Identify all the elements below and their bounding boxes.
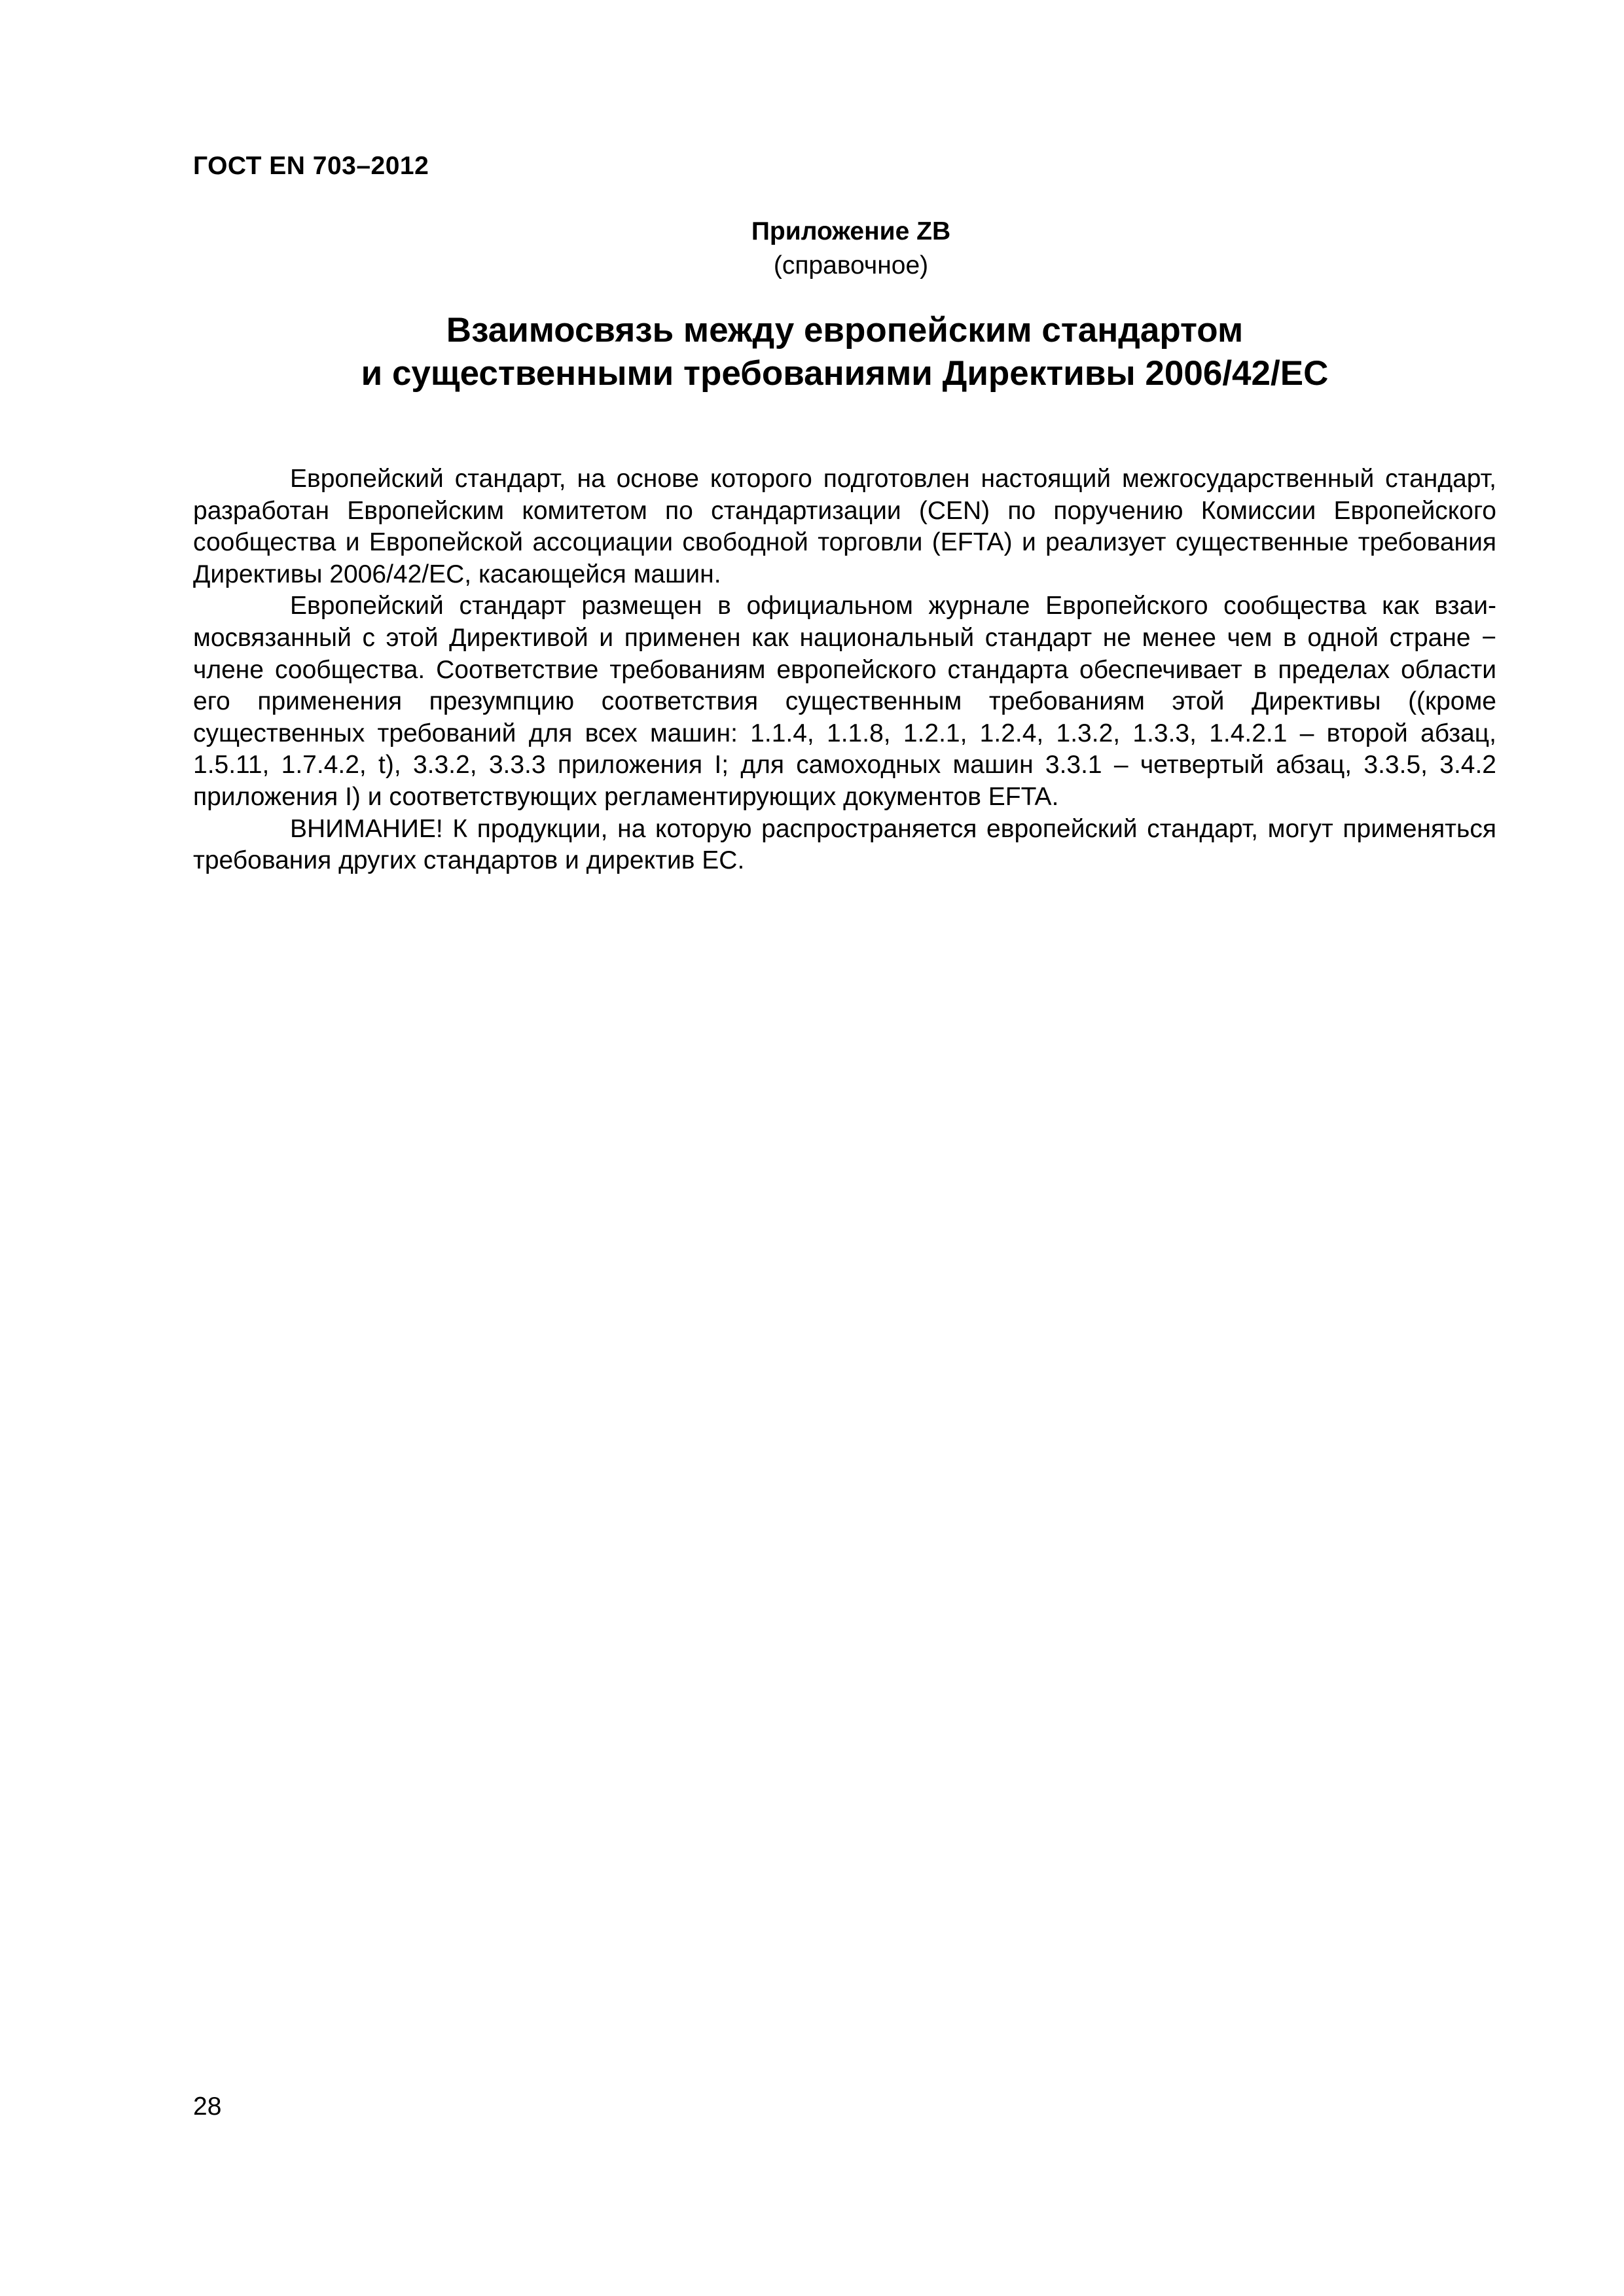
annex-type: (справочное)	[773, 251, 929, 279]
main-title-line-1: Взаимосвязь между европейским стандартом	[446, 311, 1244, 350]
page-number: 28	[193, 2092, 222, 2121]
document-code: ГОСТ EN 703–2012	[193, 152, 429, 180]
body-text	[193, 463, 1496, 877]
annex-heading	[668, 215, 1034, 283]
main-title	[193, 309, 1496, 395]
paragraph-warning: ВНИМАНИЕ! К продукции, на которую распространяется европейский стандарт, могут применяться требования других стандартов и директив ЕС.	[193, 814, 1496, 875]
paragraph-presumption: Европейский стандарт размещен в официальном журнале Европейского сообщества как взаимосвязанный с этой Директивой и применен как национальный стандарт не менее чем в одной стране − члене сообщества. Соответствие требованиям европейского стандарта обеспечивает в пределах области его применения презумпцию соответствия существенным требованиям этой Директивы ((кроме существенных требований для всех машин: 1.1.4, 1.1.8, 1.2.1, 1.2.4, 1.3.2, 1.3.3, 1.4.2.1 – второй абзац, 1.5.11, 1.7.4.2, t), 3.3.2, 3.3.3 приложения I; для самоходных машин 3.3.1 – четвертый абзац, 3.3.5, 3.4.2 приложения I) и соответствующих регламентирующих документов EFTA.	[193, 592, 1496, 811]
paragraph-intro: Европейский стандарт, на основе которого подготовлен настоящий межгосударственный стандарт, разработан Европейским комитетом по стандартизации (CEN) по поручению Комиссии Европейского сообщества и Европейской ассоциации свободной торговли (EFTA) и реализует существенные требования Директивы 2006/42/ЕС, касающейся машин.	[193, 465, 1496, 588]
main-title-line-2: и существенными требованиями Директивы 2006/42/ЕС	[361, 354, 1329, 393]
annex-title: Приложение ZB	[751, 217, 951, 245]
